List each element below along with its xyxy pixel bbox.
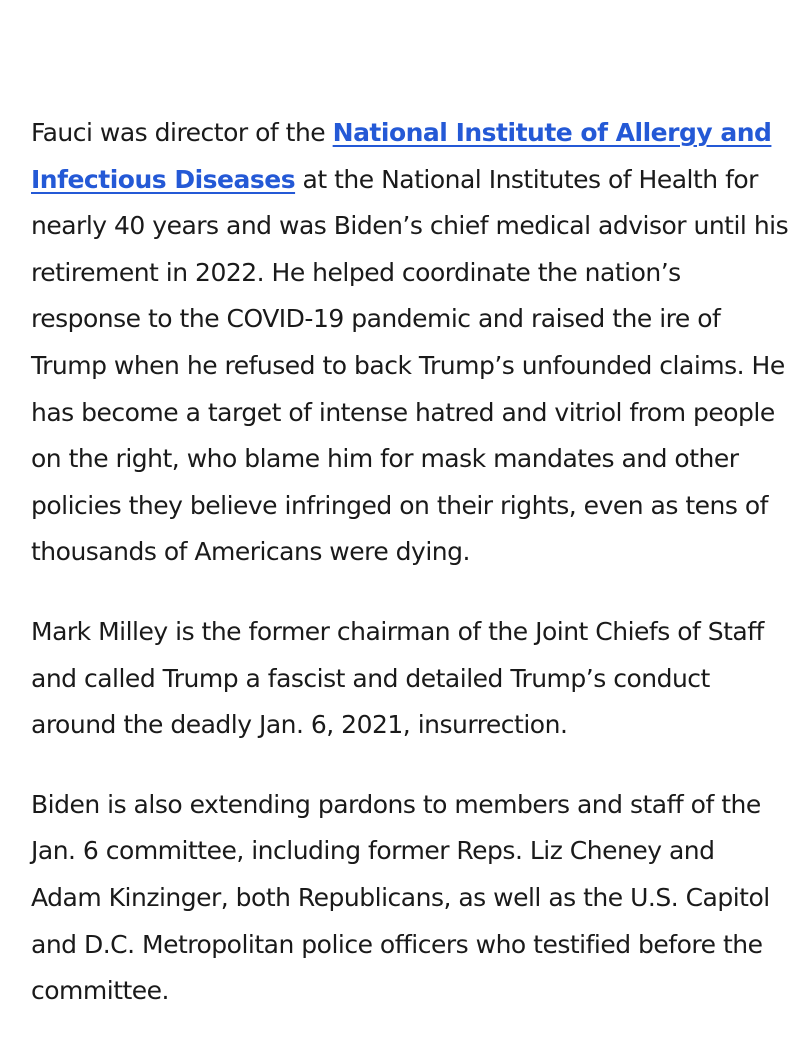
niaid-link[interactable]: National Institute of Allergy and Infectious Diseases [31,118,772,194]
paragraph-milley: Mark Milley is the former chairman of the Joint Chiefs of Staff and called Trump a fascist and detailed Trump’s conduct around the deadly Jan. 6, 2021, insurrection. [31,616,764,740]
paragraph-fauci-suffix: at the National Institutes of Health for nearly 40 years and was Biden’s chief medical advisor until his retirement in 2022. He helped coordinate the nation’s response to the COVID-19 pandemic and raised the ire of Trump when he refused to back Trump’s unfounded claims. He has become a target of intense hatred and vitriol from people on the right, who blame him for mask mandates and other policies they believe infringed on their rights, even as tens of thousands of Americans were dying. [31,164,789,567]
article-body [31,110,791,1048]
paragraph-pardons: Biden is also extending pardons to members and staff of the Jan. 6 committee, including former Reps. Liz Cheney and Adam Kinzinger, both Republicans, as well as the U.S. Capitol and D.C. Metropolitan police officers who testified before the committee. [31,789,770,1006]
paragraph-fauci [31,110,791,576]
paragraph-fauci-prefix: Fauci was director of the [31,118,333,147]
